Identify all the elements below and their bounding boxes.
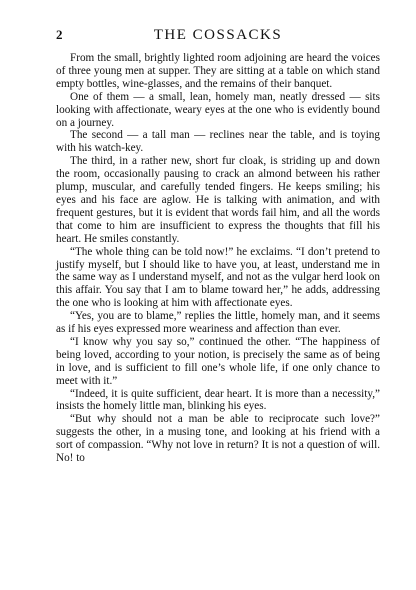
paragraph: One of them — a small, lean, homely man, neatly dressed — sits looking with affectionate, weary eyes at the one who is evidently bound on a journey. xyxy=(56,90,380,129)
paragraph: “But why should not a man be able to reciprocate such love?” suggests the other, in a musing tone, and looking at his friend with a sort of compassion. “Why not love in return? It is not a question of will. No! to xyxy=(56,413,380,465)
page-number: 2 xyxy=(56,27,63,42)
running-title: THE COSSACKS xyxy=(153,27,283,43)
paragraph: “I know why you say so,” continued the other. “The happiness of being loved, according to your notion, is precisely the same as of being in love, and is sufficient to fill one’s whole life, if one only chance to meet with it.” xyxy=(56,335,380,387)
paragraph: The third, in a rather new, short fur cloak, is striding up and down the room, occasionally pausing to crack an almond between his rather plump, muscular, and carefully tended fingers. He keeps smiling; his eyes and his face are aglow. He is talking with animation, and with frequent gestures, but it is evident that words fail him, and all the words that come to him are insufficient to express the thoughts that fill his heart. He smiles constantly. xyxy=(56,155,380,245)
paragraph: The second — a tall man — reclines near the table, and is toying with his watch-key. xyxy=(56,129,380,155)
page-header xyxy=(56,27,380,47)
paragraph: “Indeed, it is quite sufficient, dear heart. It is more than a necessity,” insists the homely little man, blinking his eyes. xyxy=(56,387,380,413)
paragraph: “Yes, you are to blame,” replies the little, homely man, and it seems as if his eyes expressed more weariness and affection than ever. xyxy=(56,310,380,336)
paragraph: From the small, brightly lighted room adjoining are heard the voices of three young men at supper. They are sitting at a table on which stand empty bottles, wine-glasses, and the remains of their banquet. xyxy=(56,52,380,90)
paragraph: “The whole thing can be told now!” he exclaims. “I don’t pretend to justify myself, but I should like to have you, at least, understand me in the same way as I understand myself, and not as the vulgar herd look on this affair. You say that I am to blame toward her,” he adds, addressing the one who is looking at him with affectionate eyes. xyxy=(56,245,380,310)
body-text xyxy=(56,52,380,465)
